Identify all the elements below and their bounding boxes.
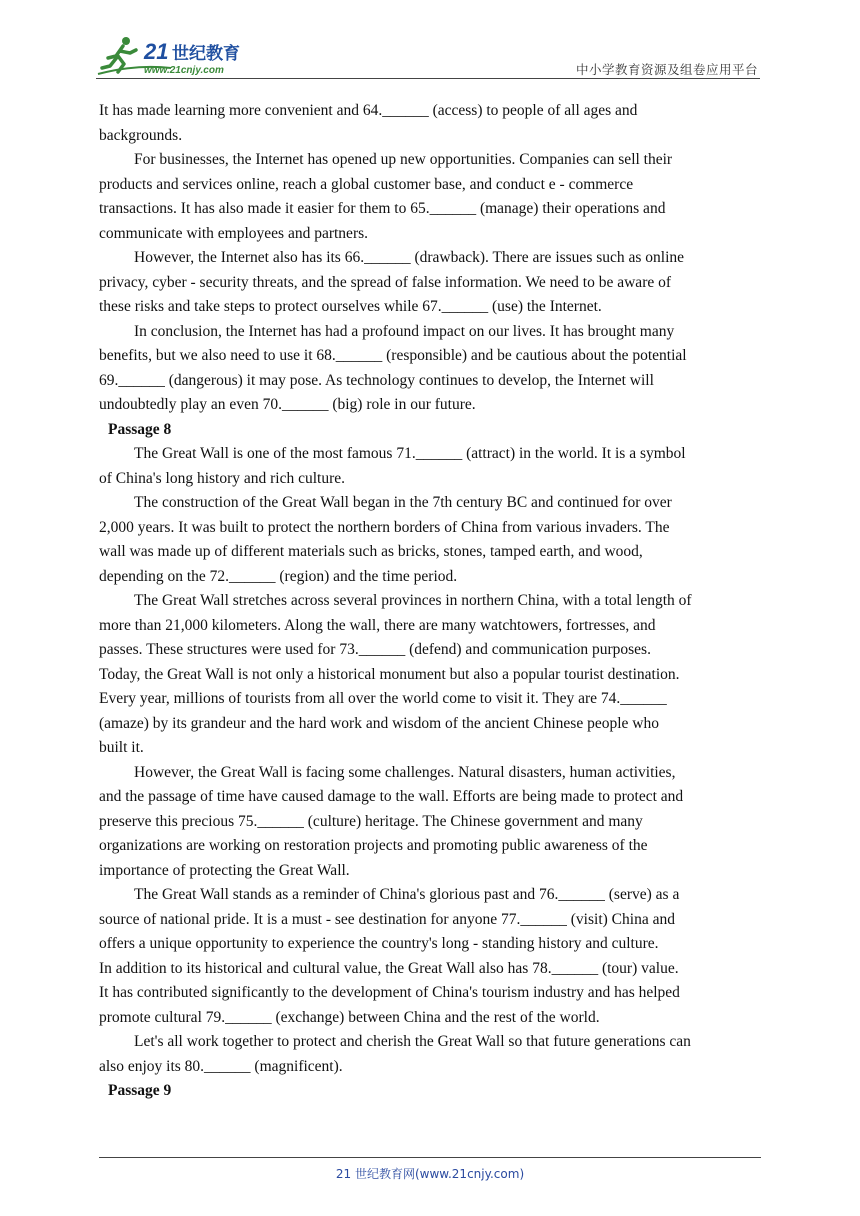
text-line: The Great Wall stretches across several provinces in northern China, with a total length of — [134, 592, 692, 609]
text-line: source of national pride. It is a must - see destination for anyone 77.______ (visit) China and — [99, 910, 675, 928]
text-line: preserve this precious 75.______ (culture) heritage. The Chinese government and many — [99, 812, 643, 830]
logo-number: 21 — [144, 39, 169, 64]
text-line: Today, the Great Wall is not only a historical monument but also a popular tourist destination. — [99, 665, 680, 683]
text-line: offers a unique opportunity to experience the country's long - standing history and culture. — [99, 935, 659, 952]
text-line: The Great Wall stands as a reminder of China's glorious past and 76.______ (serve) as a — [134, 886, 680, 903]
text-line: also enjoy its 80.______ (magnificent). — [99, 1057, 343, 1075]
text-line: more than 21,000 kilometers. Along the wall, there are many watchtowers, fortresses, and — [99, 616, 656, 634]
text-line: undoubtedly play an even 70.______ (big) role in our future. — [99, 396, 476, 413]
text-line: benefits, but we also need to use it 68.______ (responsible) and be cautious about the potential — [99, 347, 687, 364]
text-line: In conclusion, the Internet has had a profound impact on our lives. It has brought many — [134, 322, 675, 340]
text-line: 69.______ (dangerous) it may pose. As technology continues to develop, the Internet will — [99, 371, 654, 389]
text-line: (amaze) by its grandeur and the hard work and wisdom of the ancient Chinese people who — [99, 714, 659, 732]
text-line: 2,000 years. It was built to protect the northern borders of China from various invaders. The — [99, 518, 670, 536]
text-line: However, the Great Wall is facing some challenges. Natural disasters, human activities, — [134, 763, 676, 781]
text-line: wall was made up of different materials such as bricks, stones, tamped earth, and wood, — [99, 543, 643, 560]
text-line: For businesses, the Internet has opened up new opportunities. Companies can sell their — [134, 151, 673, 168]
text-line: transactions. It has also made it easier for them to 65.______ (manage) their operations and — [99, 200, 666, 217]
text-line: privacy, cyber - security threats, and the spread of false information. We need to be aware of — [99, 273, 672, 291]
text-line: organizations are working on restoration projects and promoting public awareness of the — [99, 837, 648, 854]
runner-icon — [102, 37, 136, 72]
text-line: these risks and take steps to protect ourselves while 67.______ (use) the Internet. — [99, 298, 602, 315]
text-line: The construction of the Great Wall began in the 7th century BC and continued for over — [134, 494, 672, 511]
text-line: The Great Wall is one of the most famous 71.______ (attract) in the world. It is a symbol — [134, 445, 686, 462]
passage-heading: Passage 9 — [108, 1082, 172, 1099]
text-line: importance of protecting the Great Wall. — [99, 861, 350, 879]
text-line: depending on the 72.______ (region) and the time period. — [99, 567, 458, 585]
footer-divider — [99, 1157, 761, 1158]
page-footer: 21 世纪教育网(www.21cnjy.com) — [335, 1167, 525, 1181]
text-line: products and services online, reach a global customer base, and conduct e - commerce — [99, 175, 634, 193]
logo-url: www.21cnjy.com — [144, 65, 224, 76]
text-line: In addition to its historical and cultural value, the Great Wall also has 78.______ (tour) value. — [99, 959, 679, 977]
platform-name: 中小学教育资源及组卷应用平台 — [575, 62, 758, 77]
header-divider — [96, 78, 760, 79]
text-line: However, the Internet also has its 66.______ (drawback). There are issues such as online — [134, 249, 685, 266]
text-line: It has made learning more convenient and 64.______ (access) to people of all ages and — [99, 102, 638, 119]
text-line: It has contributed significantly to the development of China's tourism industry and has helped — [99, 984, 680, 1001]
text-line: promote cultural 79.______ (exchange) between China and the rest of the world. — [99, 1008, 600, 1026]
text-line: and the passage of time have caused damage to the wall. Efforts are being made to protect and — [99, 788, 684, 805]
page-header — [96, 34, 760, 80]
text-line: of China's long history and rich culture. — [99, 469, 346, 487]
text-line: Every year, millions of tourists from all over the world come to visit it. They are 74.______ — [99, 690, 667, 707]
text-line: built it. — [99, 739, 144, 756]
text-line: passes. These structures were used for 73.______ (defend) and communication purposes. — [99, 641, 651, 658]
logo-name: 世纪教育 — [172, 44, 240, 64]
text-line: communicate with employees and partners. — [99, 224, 369, 242]
passage-heading: Passage 8 — [108, 420, 172, 438]
text-line: Let's all work together to protect and cherish the Great Wall so that future generations can — [134, 1033, 691, 1050]
text-line: backgrounds. — [99, 126, 183, 144]
logo — [96, 34, 266, 78]
document-body — [99, 99, 761, 1104]
